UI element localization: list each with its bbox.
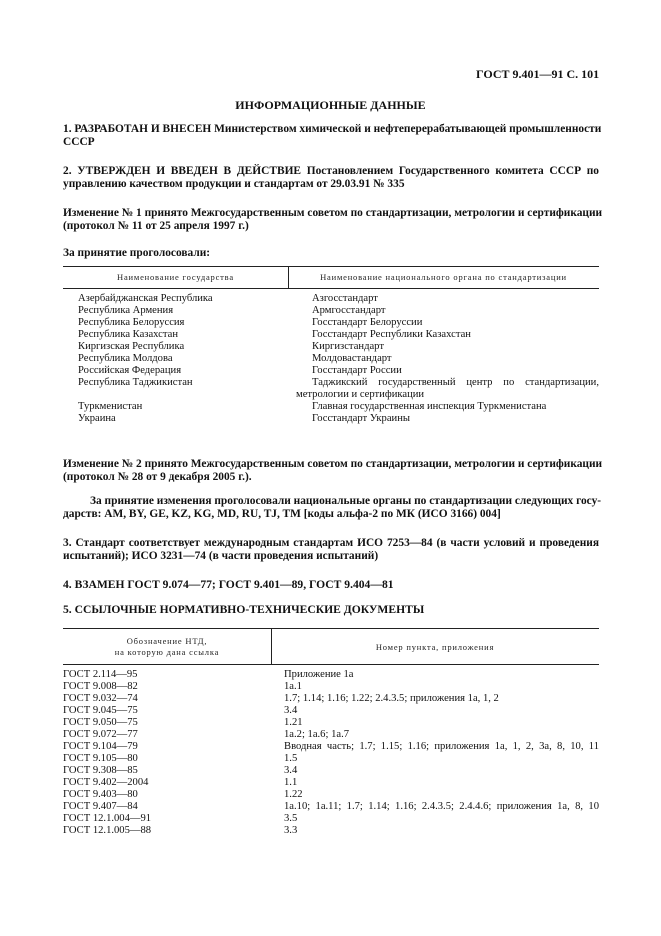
- section-title: ИНФОРМАЦИОННЫЕ ДАННЫЕ: [235, 98, 426, 112]
- table-cell: ГОСТ 12.1.005—88: [63, 825, 152, 836]
- table-cell: Республика Таджикистан: [78, 377, 193, 388]
- table-cell: Республика Белоруссия: [78, 317, 185, 328]
- table-cell: 1а.2; 1а.6; 1а.7: [284, 729, 350, 740]
- table-cell: ГОСТ 9.050—75: [63, 717, 138, 728]
- table-cell: 1.7; 1.14; 1.16; 1.22; 2.4.3.5; приложения 1а, 1, 2: [284, 693, 499, 704]
- table-rule: [63, 628, 599, 629]
- table-cell: Киргизстандарт: [312, 341, 384, 352]
- table-cell: Госстандарт Белоруссии: [312, 317, 423, 328]
- table-cell: 3.5: [284, 813, 298, 824]
- section-1-developed: 1. РАЗРАБОТАН И ВНЕСЕН Министерством химической и нефтеперерабатывающей промышленности СССР: [63, 123, 602, 148]
- table-cell: 3.4: [284, 765, 298, 776]
- section-3-international: 3. Стандарт соответствует международным стандартам ИСО 7253—84 (в части условий и проведения испытаний); ИСО 3231—74 (в части проведения испытаний): [63, 537, 599, 562]
- table-cell: 1.1: [284, 777, 298, 788]
- table-rule: [63, 664, 599, 665]
- voted-label: За принятие проголосовали:: [63, 247, 211, 259]
- table-cell: ГОСТ 9.072—77: [63, 729, 138, 740]
- table-cell: ГОСТ 9.104—79: [63, 741, 138, 752]
- table-cell: метрологии и сертификации: [296, 389, 425, 400]
- table-cell: 1.21: [284, 717, 303, 728]
- table-cell: Вводная часть; 1.7; 1.15; 1.16; приложения 1а, 1, 2, 3а, 8, 10, 11: [284, 741, 599, 752]
- table-cell: ГОСТ 9.032—74: [63, 693, 138, 704]
- table-cell: Приложение 1а: [284, 669, 354, 680]
- table-header-clause: Номер пункта, приложения: [375, 642, 495, 652]
- table-cell: Российская Федерация: [78, 365, 182, 376]
- change-1-note: Изменение № 1 принято Межгосударственным советом по стандартизации, метрологии и сертификации (протокол № 11 от 25 апреля 1997 г.): [63, 207, 603, 232]
- table-cell: Таджикский государственный центр по стандартизации,: [312, 377, 599, 388]
- table-cell: ГОСТ 12.1.004—91: [63, 813, 152, 824]
- table-cell: Республика Казахстан: [78, 329, 179, 340]
- table-rule: [63, 266, 599, 267]
- table-cell: ГОСТ 9.407—84: [63, 801, 138, 812]
- change-2-note: Изменение № 2 принято Межгосударственным советом по стандартизации, метрологии и сертификации (протокол № 28 от 9 декабря 2005 г.).: [63, 458, 603, 483]
- table-cell: 3.3: [284, 825, 298, 836]
- table-cell: ГОСТ 9.105—80: [63, 753, 138, 764]
- table-header-document-sub: на которую дана ссылка: [114, 647, 220, 657]
- table-cell: ГОСТ 9.045—75: [63, 705, 138, 716]
- table-cell: ГОСТ 9.308—85: [63, 765, 138, 776]
- table-cell: ГОСТ 9.008—82: [63, 681, 138, 692]
- table-cell: Киргизская Республика: [78, 341, 185, 352]
- table-cell: 1.22: [284, 789, 303, 800]
- table-rule: [63, 288, 599, 289]
- table-cell: Украина: [78, 413, 116, 424]
- table-cell: Армгосстандарт: [312, 305, 386, 316]
- table-cell: Госстандарт Украины: [312, 413, 410, 424]
- table-cell: Главная государственная инспекция Туркменистана: [312, 401, 547, 412]
- table-cell: 1а.10; 1а.11; 1.7; 1.14; 1.16; 2.4.3.5; 2.4.4.6; приложения 1а, 8, 10: [284, 801, 599, 812]
- table-header-state: Наименование государства: [117, 272, 234, 282]
- section-4-replaces: 4. ВЗАМЕН ГОСТ 9.074—77; ГОСТ 9.401—89, ГОСТ 9.404—81: [63, 578, 394, 591]
- table-cell: Молдовастандарт: [312, 353, 392, 364]
- table-cell: ГОСТ 2.114—95: [63, 669, 138, 680]
- table-header-document: Обозначение НТД,: [126, 636, 208, 646]
- table-cell: Госстандарт России: [312, 365, 402, 376]
- section-2-approved: 2. УТВЕРЖДЕН И ВВЕДЕН В ДЕЙСТВИЕ Постановлением Государственного комитета СССР по управлению качеством продукции и стандартам от 29.03.91 № 335: [63, 165, 599, 190]
- table-cell: 1а.1: [284, 681, 302, 692]
- table-cell: Госстандарт Республики Казахстан: [312, 329, 471, 340]
- page-header-reference: ГОСТ 9.401—91 С. 101: [476, 67, 600, 81]
- table-cell: Азгосстандарт: [312, 293, 378, 304]
- table-cell: ГОСТ 9.402—2004: [63, 777, 149, 788]
- table-cell: Туркменистан: [78, 401, 143, 412]
- table-cell: Азербайджанская Республика: [78, 293, 213, 304]
- table-cell: 1.5: [284, 753, 298, 764]
- section-5-references: 5. ССЫЛОЧНЫЕ НОРМАТИВНО-ТЕХНИЧЕСКИЕ ДОКУМЕНТЫ: [63, 603, 425, 616]
- table-cell: Республика Молдова: [78, 353, 173, 364]
- table-header-national-body: Наименование национального органа по стандартизации: [320, 272, 567, 282]
- table-cell: Республика Армения: [78, 305, 174, 316]
- table-cell: 3.4: [284, 705, 298, 716]
- table-cell: ГОСТ 9.403—80: [63, 789, 138, 800]
- change-2-voting: За принятие изменения проголосовали национальные органы по стандартизации следующих госу- дарств: AM, BY, GE, KZ, KG, MD, RU, TJ, TM [коды альфа-2 по МК (ИСО 3166) 004]: [63, 495, 602, 520]
